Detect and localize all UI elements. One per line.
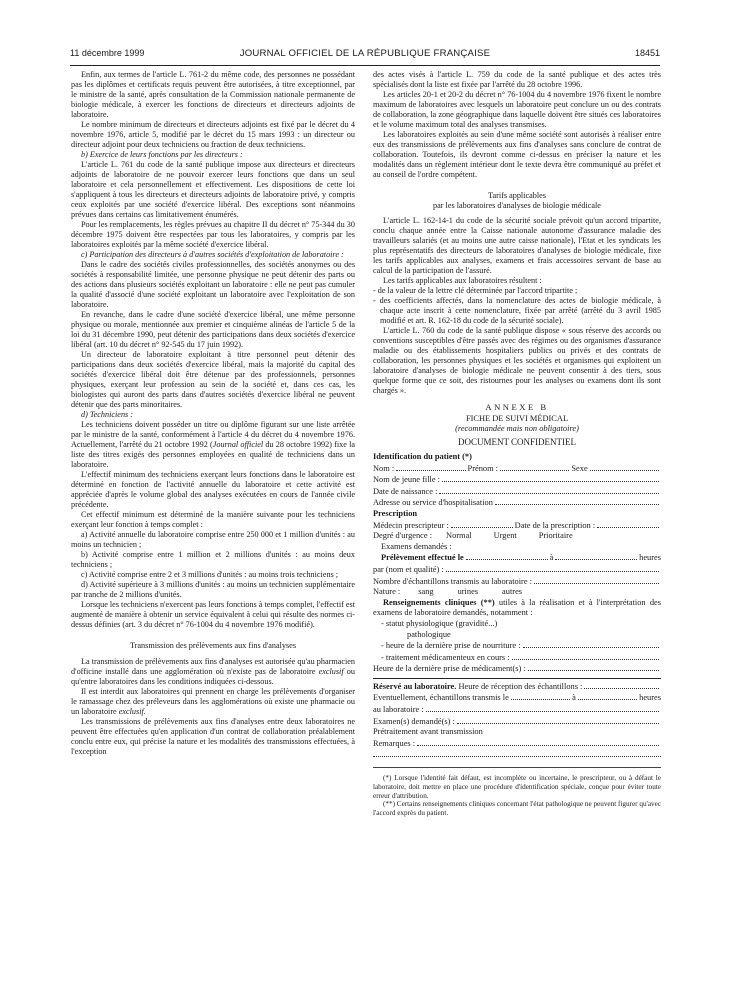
prescription-heading: Prescription — [373, 508, 418, 518]
paragraph: L'article L. 162-14-1 du code de la sécurité sociale prévoit qu'un accord tripartite, conclu chaque année entre la Caisse nationale autonome d'assurance maladie des travailleurs salariés (et au moins une autre caisse nationale), l'Etat et les syndicats les plus représentatifs des directeurs de laboratoires d'analyses de biologie médicale, fixe les tarifs applicables aux analyses, examens et frais accessoires servant de base au calcul de la participation de l'assuré. — [373, 216, 661, 275]
list-item: - de la valeur de la lettre clé déterminée par l'accord tripartite ; — [373, 286, 578, 295]
form-divider — [373, 678, 661, 679]
nature-option[interactable]: autres — [502, 587, 523, 597]
lab-reserved-line[interactable]: Réservé au laboratoire. Heure de réception des échantillons : — [373, 681, 661, 693]
sample-count-line[interactable]: Nombre d'échantillons transmis au laboratoire : — [373, 576, 661, 588]
nature-option[interactable]: sang — [418, 587, 434, 597]
section-title: Transmission des prélèvements aux fins d'analyses — [129, 641, 297, 650]
remarks-line[interactable]: Remarques : — [373, 738, 661, 750]
sampler-line[interactable]: par (nom et qualité) : — [373, 564, 661, 576]
right-column — [373, 70, 661, 817]
patho-line[interactable]: pathologique — [407, 629, 451, 639]
paragraph: L'article L. 761 du code de la santé publique impose aux directeurs et directeurs adjoints de laboratoire de ne pouvoir exercer leurs fonctions que dans un seul laboratoire et cela personnellement et effectivement. Les dispositions de cette loi s'appliquent à tous les directeurs et directeurs adjoints de laboratoire privé, y compris ceux exploités par une société d'exercice libéral. Des exceptions sont néanmoins prévues dans certains cas limitativement énumérés. — [71, 160, 355, 219]
list-item: a) Activité annuelle du laboratoire comprise entre 250 000 et 1 million d'unités : au moins un technicien ; — [71, 530, 355, 549]
urgency-line[interactable]: Degré d'urgence : Normal Urgent Prioritaire — [373, 531, 573, 541]
paragraph: Les laboratoires exploités au sein d'une même société sont autorisés à réaliser entre eux des transmissions de prélèvements aux fins d'analyses sans conclure de contrat de collaboration. Toutefois, ils devront comme ci-dessus en préciser la nature et les modalités dans un règlement intérieur dont le texte devra être communiqué au préfet et au conseil de l'ordre compétent. — [373, 130, 661, 179]
annex-title: ANNEXE B — [485, 402, 549, 412]
pretreatment-line[interactable]: Prétraitement avant transmission — [373, 727, 483, 737]
birthdate-line[interactable]: Date de naissance : — [373, 486, 661, 498]
section-subtitle: par les laboratoires d'analyses de biologie médicale — [433, 201, 601, 210]
subsection-d: d) Techniciens : — [81, 410, 133, 419]
list-item: - des coefficients affectés, dans la nomenclature des actes de biologie médicale, à chaque acte inscrit à cette nomenclature, fixée par arrêté (arrêté du 3 avril 1985 modifié et art. R. 162-18 du code de la sécurité sociale). — [373, 296, 661, 325]
paragraph: Il est interdit aux laboratoires qui prennent en charge les prélèvements d'organiser le ramassage chez des préleveurs dans les agglomérations où existe une pharmacie ou un laboratoire exclusif. — [71, 687, 355, 716]
sample-line[interactable]: Prélèvement effectué le à heures — [381, 553, 661, 563]
section-title: Tarifs applicables — [488, 191, 546, 200]
footnotes — [373, 767, 661, 817]
footnote: (**) Certains renseignements cliniques concernant l'état pathologique ne peuvent figurer qu'avec l'accord exprès du patient. — [373, 800, 662, 817]
med-time-line[interactable]: Heure de la dernière prise de médicament(s) : — [373, 663, 661, 675]
treatment-line[interactable]: - traitement médicamenteux en cours : — [373, 652, 661, 664]
paragraph: Les articles 20-1 et 20-2 du décret n° 76-1004 du 4 novembre 1976 fixent le nombre maximum de laboratoires avec lesquels un laboratoire peut conclure un ou des contrats de collaboration, la zone géographique dans laquelle doivent être situés ces laboratoires et le volume maximum total des analyses transmises. — [373, 90, 661, 129]
lab-line[interactable]: au laboratoire : — [373, 704, 661, 716]
meal-time-line[interactable]: - heure de la dernière prise de nourriture : — [373, 640, 661, 652]
paragraph: Les tarifs applicables aux laboratoires résultent : — [383, 276, 542, 285]
prescriber-line[interactable]: Médecin prescripteur : Date de la prescription : — [373, 520, 661, 532]
paragraph: Cet effectif minimum est déterminé de la manière suivante pour les techniciens exerçant leur fonction à temps complet : — [71, 510, 355, 529]
list-item: c) Activité comprise entre 2 et 3 millions d'unités : au moins trois techniciens ; — [81, 570, 339, 579]
exams-line[interactable]: Examens demandés : — [381, 541, 452, 551]
paragraph: Enfin, aux termes de l'article L. 761-2 du même code, des personnes ne possédant pas les diplômes et certificats requis peuvent être autorisées, à titre exceptionnel, par le ministre de la santé, après consultation de la Commission nationale permanente de biologie médicale, à exercer les fonctions de directeurs et directeurs adjoints de laboratoire. — [71, 70, 355, 119]
left-column — [71, 70, 355, 757]
maiden-name-line[interactable]: Nom de jeune fille : — [373, 474, 661, 486]
patient-id-heading: Identification du patient (*) — [373, 452, 472, 461]
nature-line[interactable]: Nature : sang urines autres — [373, 587, 523, 597]
paragraph: Le nombre minimum de directeurs et directeurs adjoints est fixé par le décret du 4 novembre 1976, article 5, modifié par le décret du 15 mars 1993 : un directeur ou directeur adjoint pour deux techniciens ou fraction de deux techniciens. — [71, 120, 355, 149]
journal-title: JOURNAL OFFICIEL DE LA RÉPUBLIQUE FRANÇAISE — [239, 48, 491, 59]
urgency-option[interactable]: Urgent — [493, 531, 517, 541]
paragraph: En revanche, dans le cadre d'une société d'exercice libéral, une même personne physique ou morale, mentionnée aux premier et cinquième alinéas de l'article 5 de la loi du 31 décembre 1990, peut détenir des participations dans deux sociétés d'exercice libéral (art. 10 du décret n° 92-545 du 17 juin 1992). — [71, 310, 355, 349]
list-item: b) Activité comprise entre 1 million et 2 millions d'unités : au moins deux techniciens ; — [71, 550, 355, 569]
form-title: FICHE DE SUIVI MÉDICAL — [465, 414, 569, 423]
paragraph: des actes visés à l'article L. 759 du code de la santé publique et des actes très spécialisés dont la liste est fixée par l'arrêté du 28 octobre 1996. — [373, 70, 661, 89]
remarks-line-2[interactable] — [373, 749, 661, 757]
subsection-b: b) Exercice de leurs fonctions par les directeurs : — [81, 150, 243, 159]
nature-option[interactable]: urines — [457, 587, 479, 597]
issue-date: 11 décembre 1999 — [70, 48, 145, 58]
form-note: (recommandée mais non obligatoire) — [455, 424, 579, 433]
paragraph: Dans le cadre des sociétés civiles professionnelles, des sociétés anonymes ou des sociétés à responsabilité limitée, une personne physique ne peut détenir des parts ou des actions dans plusieurs sociétés exploitant un laboratoire : elle ne peut pas cumuler la qualité d'associé d'une société exploitant un laboratoire avec l'exploitation de son laboratoire. — [71, 260, 355, 309]
transmit-line[interactable]: Eventuellement, échantillons transmis le à heures — [373, 693, 661, 703]
paragraph: Un directeur de laboratoire exploitant à titre personnel peut détenir des participations dans deux sociétés d'exercice libéral, mais la majorité du capital des sociétés d'exercice libéral doit être détenue par des professionnels, personnes physiques, exerçant leur profession au sein de la société et, dans ces cas, les biologistes qui auront des parts dans d'autres sociétés d'exercice libéral ne peuvent détenir que des parts minoritaires. — [71, 350, 355, 409]
paragraph: Les transmissions de prélèvements aux fins d'analyses entre deux laboratoires ne peuvent être effectuées qu'en application d'un contrat de collaboration préalablement conclu entre eux, qui précise la nature et les modalités des transmissions effectuées, à l'exception — [71, 717, 355, 756]
exams2-line[interactable]: Examen(s) demandé(s) : — [373, 716, 661, 728]
clinical-info: Renseignements cliniques (**) utiles à la réalisation et à l'interprétation des examens de laboratoire demandés, notamment : — [373, 597, 661, 618]
footnote: (*) Lorsque l'identité fait défaut, est incomplète ou incertaine, le prescripteur, ou à défaut le laboratoire, doit mettre en place une procédure d'identification spéciale, conçue pour éviter toute erreur d'attribution. — [373, 774, 661, 800]
list-item: d) Activité supérieure à 3 millions d'unités : au moins un technicien supplémentaire par tranche de 2 millions d'unités. — [71, 580, 355, 599]
confidential-label: DOCUMENT CONFIDENTIEL — [457, 437, 577, 447]
urgency-option[interactable]: Normal — [446, 531, 472, 541]
paragraph: Les techniciens doivent posséder un titre ou diplôme figurant sur une liste arrêtée par le ministre de la santé, conformément à l'article 4 du décret du 4 novembre 1976. Actuellement, l'arrêté du 21 octobre 1992 (Journal officiel du 28 octobre 1992) fixe la liste des titres exigés des personnes employées en qualité de techniciens dans un laboratoire. — [71, 420, 355, 469]
physio-line[interactable]: - statut physiologique (gravidité...) — [381, 618, 498, 628]
page-number: 18451 — [634, 48, 660, 58]
name-line[interactable]: Nom : Prénom : Sexe — [373, 463, 661, 475]
paragraph: Lorsque les techniciens n'exercent pas leurs fonctions à temps complet, l'effectif est augmenté de manière à obtenir un service équivalent à celui qui résulte des normes ci-dessus définies (art. 3 du décret n° 76-1004 du 4 novembre 1976 modifié). — [71, 600, 355, 629]
header-rule — [70, 65, 660, 66]
paragraph: La transmission de prélèvements aux fins d'analyses est autorisée qu'au pharmacien d'officine installé dans une agglomération où n'existe pas de laboratoire exclusif ou qu'entre laboratoires dans les conditions indiquées ci-dessous. — [71, 657, 355, 686]
subsection-c: c) Participation des directeurs à d'autres sociétés d'exploitation de laboratoire : — [81, 250, 344, 259]
urgency-option[interactable]: Prioritaire — [538, 531, 573, 541]
page-header — [70, 48, 660, 62]
address-line[interactable]: Adresse ou service d'hospitalisation — [373, 497, 661, 509]
medical-form — [373, 452, 661, 757]
paragraph: Pour les remplacements, les règles prévues au chapitre II du décret n° 75-344 du 30 décembre 1975 doivent être respectées par tous les laboratoires, y compris par les laboratoires exploités par la même société d'exercice libéral. — [71, 220, 355, 249]
paragraph: L'article L. 760 du code de la santé publique dispose « sous réserve des accords ou conventions susceptibles d'être passés avec des régimes ou des organismes d'assurance maladie ou des établissements hospitaliers publics ou privés et des contrats de collaboration, les personnes physiques et les sociétés et organismes qui exploitent un laboratoire d'analyses de biologie médicale ne peuvent consentir à des tiers, sous quelque forme que ce soit, des ristournes pour les analyses ou examens dont ils sont chargés ». — [373, 326, 661, 395]
paragraph: L'effectif minimum des techniciens exerçant leurs fonctions dans le laboratoire est déterminé en fonction de l'activité annuelle du laboratoire et cette activité est appréciée d'après le volume global des analyses exécutées en cours de l'année civile précédente. — [71, 470, 355, 509]
